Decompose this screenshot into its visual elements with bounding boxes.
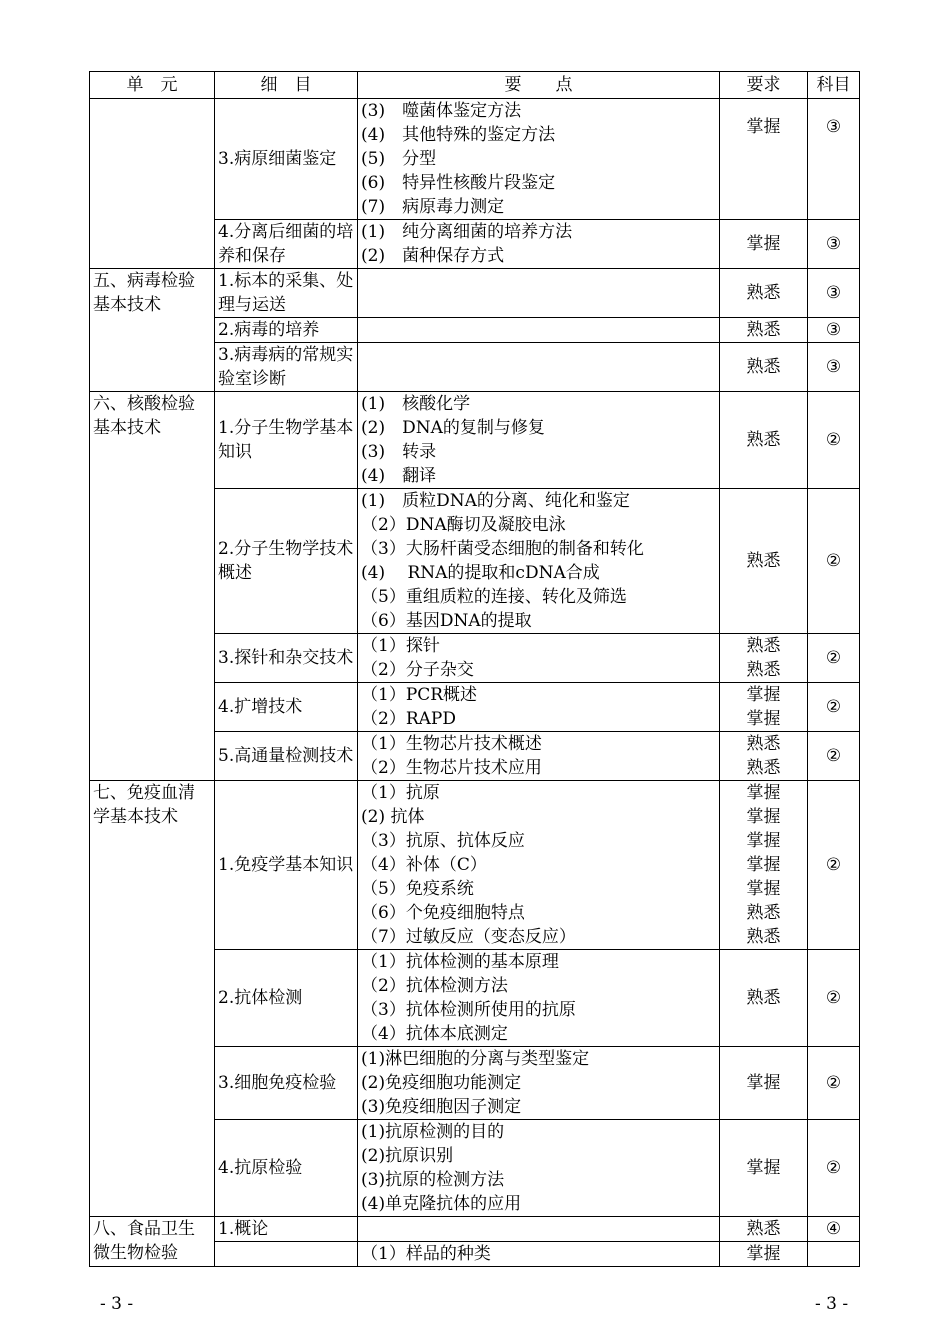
item-cell [215,1242,358,1267]
item-cell: 2.病毒的培养 [215,318,358,343]
item-cell: 1.免疫学基本知识 [215,781,358,950]
subject-cell: ③ [808,343,860,392]
point-line: (2) 菌种保存方式 [361,246,505,266]
subject-cell: ② [808,1047,860,1120]
requirement-line: 掌握 [746,783,781,803]
point-line: （4）补体（C） [361,855,487,875]
point-line: (3)免疫细胞因子测定 [361,1097,522,1117]
point-line: (7) 病原毒力测定 [361,197,505,217]
subject-cell: ② [808,781,860,950]
point-line: （2）生物芯片技术应用 [361,758,542,778]
point-line: （2）RAPD [361,709,456,729]
subject-cell: ③ [808,99,860,220]
point-line: （1）生物芯片技术概述 [361,734,542,754]
point-line: (4) 翻译 [361,466,437,486]
requirement-line: 掌握 [746,855,781,875]
header-subject: 科目 [808,72,860,99]
table-row [90,99,860,220]
item-cell: 1.标本的采集、处理与运送 [215,269,358,318]
points-cell [358,634,720,683]
points-cell [358,1047,720,1120]
page-number-right: - 3 - [815,1294,849,1314]
point-line: (4) 其他特殊的鉴定方法 [361,125,556,145]
table-row [90,392,860,489]
point-line: （6）基因DNA的提取 [361,611,532,631]
requirement-cell: 熟悉 [720,1217,808,1242]
point-line: (1)淋巴细胞的分离与类型鉴定 [361,1049,590,1069]
point-line: （1）抗原 [361,783,440,803]
points-cell [358,1242,720,1267]
subject-cell: ② [808,950,860,1047]
header-requirement: 要求 [720,72,808,99]
requirement-line: 熟悉 [746,758,781,778]
requirement-line: 熟悉 [746,636,781,656]
item-cell: 1.概论 [215,1217,358,1242]
item-cell: 3.病毒病的常规实验室诊断 [215,343,358,392]
unit-cell: 七、免疫血清学基本技术 [90,781,215,1217]
point-line: （5）免疫系统 [361,879,474,899]
item-cell: 3.探针和杂交技术 [215,634,358,683]
requirement-cell: 熟悉 [720,950,808,1047]
table-row [90,269,860,318]
table-row [90,781,860,950]
subject-cell: ② [808,732,860,781]
requirement-line: 熟悉 [746,734,781,754]
requirement-cell: 熟悉 [720,269,808,318]
point-line: （2）DNA酶切及凝胶电泳 [361,515,566,535]
requirement-line: 掌握 [746,879,781,899]
requirement-cell [720,683,808,732]
unit-cell [90,99,215,269]
requirement-cell: 掌握 [720,1120,808,1217]
point-line: （3）抗体检测所使用的抗原 [361,1000,576,1020]
unit-cell: 六、核酸检验基本技术 [90,392,215,781]
requirement-cell: 掌握 [720,220,808,269]
point-line: （1）样品的种类 [361,1244,491,1264]
point-line: (4)单克隆抗体的应用 [361,1194,522,1214]
points-cell [358,683,720,732]
item-cell: 2.抗体检测 [215,950,358,1047]
requirement-cell: 熟悉 [720,489,808,634]
points-cell [358,1217,720,1242]
header-unit: 单 元 [90,72,215,99]
header-points: 要 点 [358,72,720,99]
subject-cell: ② [808,489,860,634]
requirement-line: 熟悉 [746,927,781,947]
unit-cell: 五、病毒检验基本技术 [90,269,215,392]
point-line: （2）抗体检测方法 [361,976,508,996]
requirement-cell [720,634,808,683]
requirement-cell [720,781,808,950]
point-line: (3) 噬菌体鉴定方法 [361,101,522,121]
point-line: （1）PCR概述 [361,685,478,705]
requirement-cell: 熟悉 [720,343,808,392]
point-line: （6）个免疫细胞特点 [361,903,525,923]
subject-cell: ③ [808,220,860,269]
point-line: (1)抗原检测的目的 [361,1122,505,1142]
points-cell [358,781,720,950]
requirement-line: 掌握 [746,831,781,851]
item-cell: 2.分子生物学技术概述 [215,489,358,634]
page-number-left: - 3 - [100,1294,134,1314]
point-line: （1）抗体检测的基本原理 [361,952,559,972]
subject-cell: ③ [808,269,860,318]
subject-cell: ② [808,392,860,489]
point-line: （4）抗体本底测定 [361,1024,508,1044]
item-cell: 3.病原细菌鉴定 [215,99,358,220]
requirement-cell: 熟悉 [720,392,808,489]
point-line: (3)抗原的检测方法 [361,1170,505,1190]
unit-cell: 八、食品卫生微生物检验 [90,1217,215,1267]
points-cell [358,392,720,489]
subject-cell: ② [808,1120,860,1217]
points-cell [358,732,720,781]
points-cell [358,269,720,318]
subject-cell: ③ [808,318,860,343]
requirement-cell: 掌握 [720,1047,808,1120]
requirement-cell: 熟悉 [720,318,808,343]
point-line: （2）分子杂交 [361,660,474,680]
point-line: （7）过敏反应（变态反应） [361,927,576,947]
item-cell: 4.分离后细菌的培养和保存 [215,220,358,269]
header-item: 细 目 [215,72,358,99]
header-row [90,72,860,99]
points-cell [358,1120,720,1217]
point-line: (2) DNA的复制与修复 [361,418,545,438]
item-cell: 5.高通量检测技术 [215,732,358,781]
requirement-line: 掌握 [746,685,781,705]
subject-cell: ② [808,634,860,683]
subject-cell [808,1242,860,1267]
requirement-line: 掌握 [746,807,781,827]
point-line: (1) 质粒DNA的分离、纯化和鉴定 [361,491,630,511]
point-line: （3）抗原、抗体反应 [361,831,525,851]
subject-cell: ④ [808,1217,860,1242]
subject-cell: ② [808,683,860,732]
points-cell [358,318,720,343]
points-cell [358,220,720,269]
point-line: （1）探针 [361,636,440,656]
syllabus-table [89,71,860,1267]
point-line: (2)免疫细胞功能测定 [361,1073,522,1093]
requirement-cell: 掌握 [720,1242,808,1267]
point-line: (6) 特异性核酸片段鉴定 [361,173,556,193]
item-cell: 4.扩增技术 [215,683,358,732]
point-line: (1) 纯分离细菌的培养方法 [361,222,573,242]
item-cell: 3.细胞免疫检验 [215,1047,358,1120]
point-line: (4) RNA的提取和cDNA合成 [361,563,600,583]
point-line: (3) 转录 [361,442,437,462]
point-line: （5）重组质粒的连接、转化及筛选 [361,587,627,607]
points-cell [358,489,720,634]
requirement-line: 熟悉 [746,660,781,680]
requirement-cell [720,732,808,781]
table-row [90,1217,860,1242]
point-line: (1) 核酸化学 [361,394,471,414]
item-cell: 1.分子生物学基本知识 [215,392,358,489]
points-cell [358,950,720,1047]
point-line: (2) 抗体 [361,807,425,827]
requirement-line: 掌握 [746,709,781,729]
points-cell [358,99,720,220]
requirement-line: 熟悉 [746,903,781,923]
point-line: (5) 分型 [361,149,437,169]
point-line: (2)抗原识别 [361,1146,454,1166]
requirement-cell: 掌握 [720,99,808,220]
item-cell: 4.抗原检验 [215,1120,358,1217]
points-cell [358,343,720,392]
point-line: （3）大肠杆菌受态细胞的制备和转化 [361,539,644,559]
